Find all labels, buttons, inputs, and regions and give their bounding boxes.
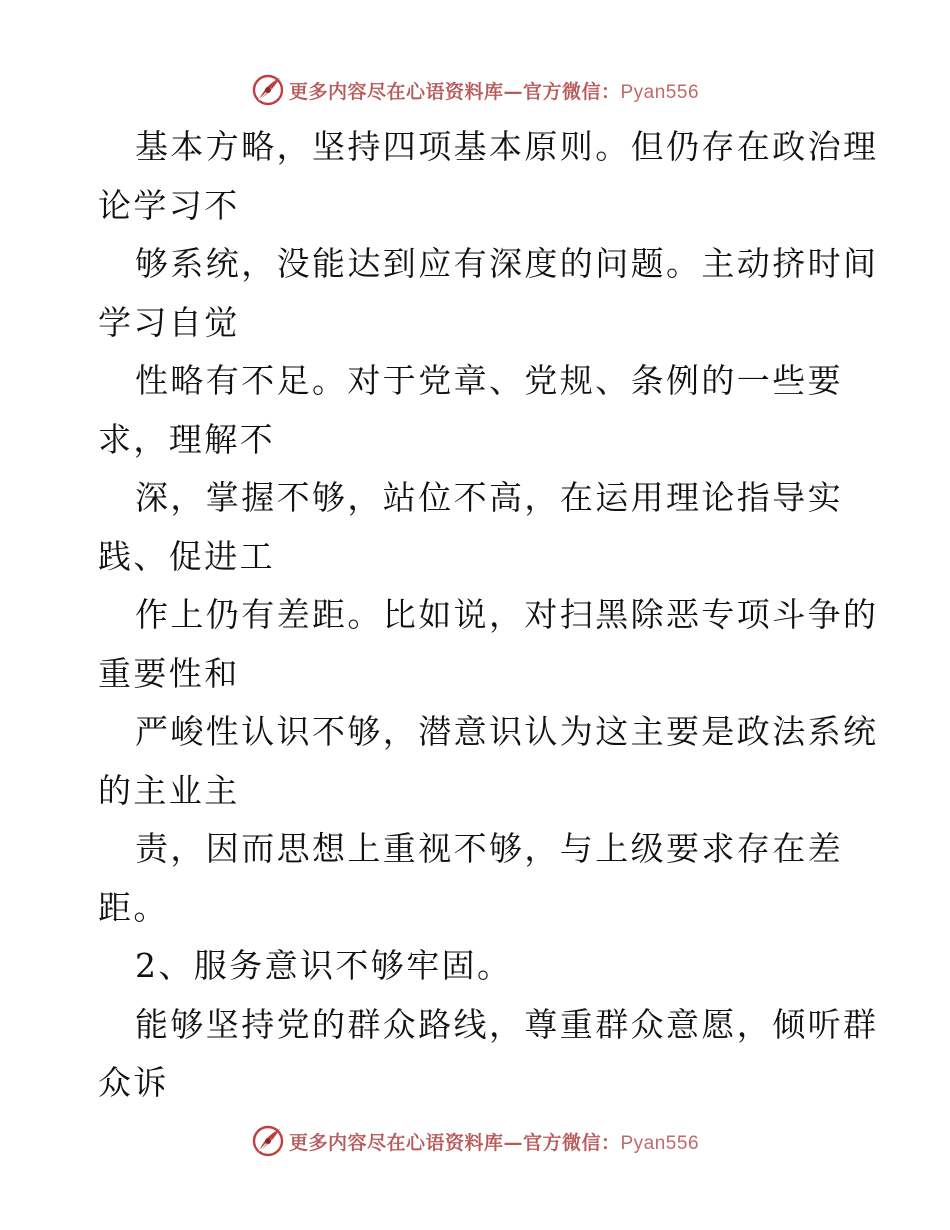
footer-watermark-latin: Pyan556 <box>620 1132 700 1154</box>
body-line: 重要性和 <box>98 653 240 693</box>
body-line: 作上仍有差距。比如说，对扫黑除恶专项斗争的 <box>135 595 879 634</box>
body-line: 够系统，没能达到应有深度的问题。主动挤时间 <box>135 244 879 283</box>
document-body <box>98 118 879 1113</box>
footer-watermark-text <box>289 1128 699 1155</box>
feather-pen-logo-icon <box>251 1124 285 1158</box>
header-watermark-cn: 更多内容尽在心语资料库—官方微信： <box>288 80 621 103</box>
body-line: 学习自觉 <box>98 302 240 342</box>
header-watermark-text <box>289 77 699 104</box>
body-line: 基本方略，坚持四项基本原则。但仍存在政治理 <box>135 127 879 166</box>
footer-watermark-cn: 更多内容尽在心语资料库—官方微信： <box>288 1131 621 1154</box>
body-line: 严峻性认识不够，潜意识认为这主要是政法系统 <box>135 712 879 751</box>
feather-pen-logo-icon <box>251 73 285 107</box>
body-line: 论学习不 <box>98 185 240 225</box>
body-line: 距。 <box>98 887 169 927</box>
section-heading: 2、服务意识不够牢固。 <box>135 946 513 985</box>
body-line: 求，理解不 <box>98 419 275 459</box>
footer-watermark <box>0 1121 950 1161</box>
header-watermark-latin: Pyan556 <box>620 81 700 103</box>
body-line: 性略有不足。对于党章、党规、条例的一些要 <box>135 361 843 400</box>
body-line: 深，掌握不够，站位不高，在运用理论指导实 <box>135 478 843 517</box>
body-line: 的主业主 <box>98 770 240 810</box>
body-line: 践、促进工 <box>98 536 275 576</box>
body-line: 众诉 <box>98 1063 169 1102</box>
body-line: 责，因而思想上重视不够，与上级要求存在差 <box>135 829 843 868</box>
header-watermark <box>0 70 950 110</box>
body-line: 能够坚持党的群众路线，尊重群众意愿，倾听群 <box>135 1004 879 1044</box>
